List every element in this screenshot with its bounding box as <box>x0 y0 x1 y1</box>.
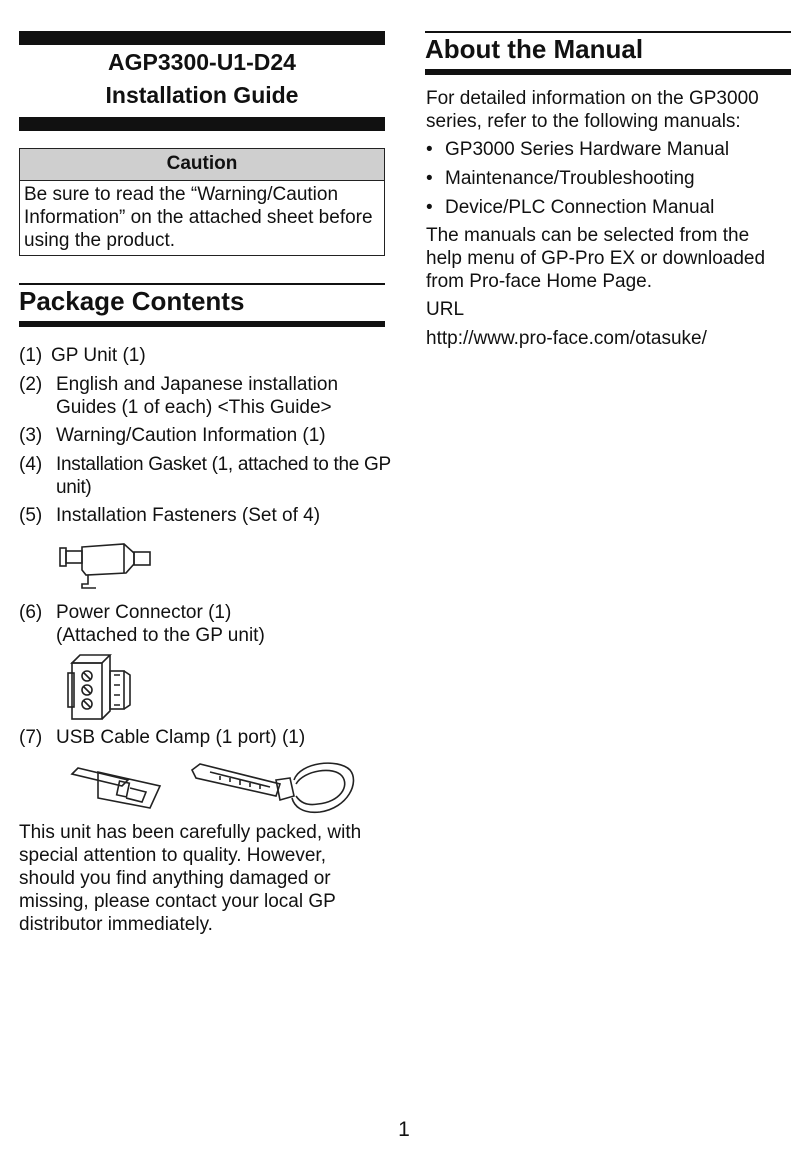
item-number: (3) <box>19 425 43 446</box>
guide-title: Installation Guide <box>105 82 299 108</box>
power-connector-illustration <box>66 651 136 721</box>
package-contents-heading: Package Contents <box>19 286 245 316</box>
bullet-glyph: • <box>426 197 433 218</box>
item-number: (2) <box>19 374 43 395</box>
item-text: USB Cable Clamp (1 port) (1) <box>56 727 306 748</box>
cable-tie-illustration <box>190 756 360 818</box>
usb-clamp-plate-illustration <box>68 758 168 814</box>
page-number: 1 <box>398 1118 410 1141</box>
manual-title: Device/PLC Connection Manual <box>445 197 715 218</box>
item-number: (5) <box>19 505 43 526</box>
caution-box <box>19 148 385 256</box>
bullet-glyph: • <box>426 139 433 160</box>
item-text: GP Unit (1) <box>51 345 146 366</box>
manual-title: Maintenance/Troubleshooting <box>445 168 695 189</box>
about-rule-bottom <box>425 69 791 75</box>
item-number: (1) <box>19 345 43 366</box>
bullet-glyph: • <box>426 168 433 189</box>
item-number: (7) <box>19 727 43 748</box>
package-rule-bottom <box>19 321 385 327</box>
item-text: Warning/Caution Information (1) <box>56 425 326 446</box>
packing-note: This unit has been carefully packed, with special attention to quality. However, should you find anything damaged or missing, please contact your local GP distributor immediately. <box>19 822 362 935</box>
item-text: Installation Fasteners (Set of 4) <box>56 505 321 526</box>
item-number: (4) <box>19 454 43 475</box>
manual-title: GP3000 Series Hardware Manual <box>445 139 730 160</box>
item-number: (6) <box>19 602 43 623</box>
title-bottom-bar <box>19 117 385 131</box>
caution-title: Caution <box>20 149 384 181</box>
item-text: Installation Gasket (1, attached to the GP unit) <box>56 454 391 498</box>
url-label: URL <box>426 299 465 320</box>
model-title: AGP3300-U1-D24 <box>108 49 296 75</box>
installation-fastener-illustration <box>58 540 154 592</box>
manual-availability: The manuals can be selected from the help menu of GP-Pro EX or downloaded from Pro-face Home Page. <box>426 225 766 292</box>
title-top-bar <box>19 31 385 45</box>
caution-body: Be sure to read the “Warning/Caution Information” on the attached sheet before using the product. <box>24 184 373 251</box>
manual-url[interactable]: http://www.pro-face.com/otasuke/ <box>426 328 707 349</box>
about-intro: For detailed information on the GP3000 series, refer to the following manuals: <box>426 88 759 132</box>
item-text: English and Japanese installation Guides (1 of each) <This Guide> <box>56 374 339 418</box>
about-manual-heading: About the Manual <box>425 34 644 64</box>
item-text: Power Connector (1) (Attached to the GP unit) <box>56 602 265 646</box>
